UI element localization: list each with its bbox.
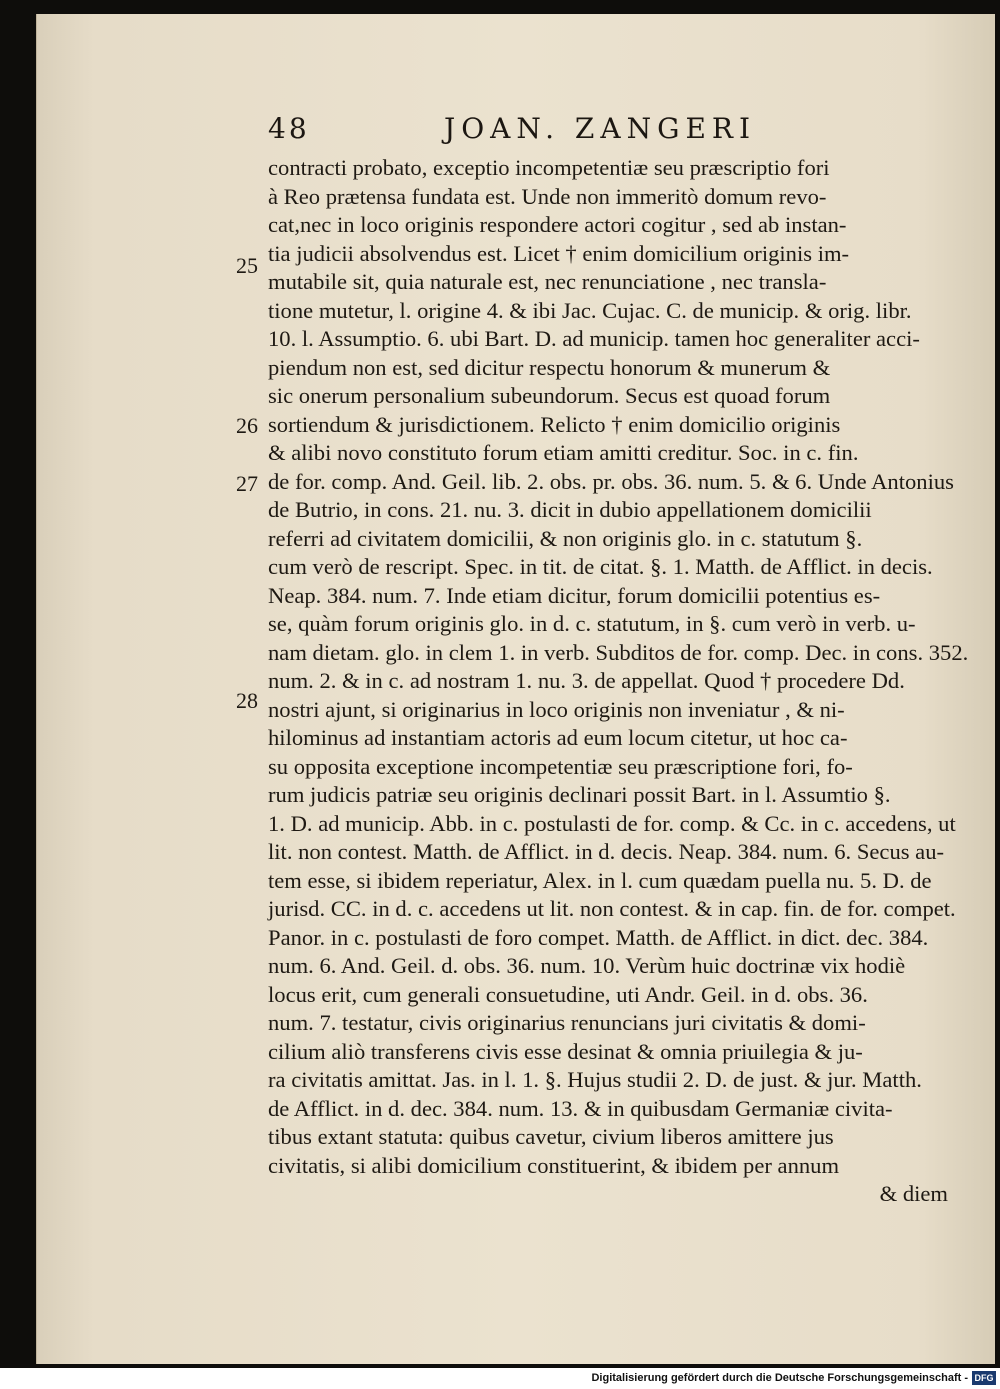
text-line: sic onerum personalium subeundorum. Secus est quoad forum	[268, 383, 831, 408]
margin-number: 26	[236, 413, 258, 438]
text-line: tem esse, si ibidem reperiatur, Alex. in l. cum quædam puella nu. 5. D. de	[268, 867, 932, 893]
text-line: hilominus ad instantiam actoris ad eum locum citetur, ut hoc ca-	[268, 725, 848, 750]
dfg-logo: DFG	[972, 1371, 996, 1385]
text-line: se, quàm forum originis glo. in d. c. statutum, in §. cum verò in verb. u-	[268, 611, 916, 636]
text-line: ra civitatis amittat. Jas. in l. 1. §. Hujus studii 2. D. de just. & jur. Matth.	[268, 1067, 922, 1092]
text-line: mutabile sit, quia naturale est, nec renunciatione , nec transla-	[268, 269, 827, 294]
text-line: Neap. 384. num. 7. Inde etiam dicitur, forum domicilii potentius es-	[268, 582, 881, 608]
text-line: tione mutetur, l. origine 4. & ibi Jac. Cujac. C. de municip. & orig. libr.	[268, 297, 912, 323]
funding-notice: Digitalisierung gefördert durch die Deutsche Forschungsgemeinschaft -	[591, 1372, 968, 1384]
footer-bar	[0, 1368, 1000, 1389]
text-line: cat,nec in loco originis respondere actori cogitur , sed ab instan-	[268, 212, 847, 237]
page-number: 48	[268, 112, 310, 145]
page-header	[268, 112, 968, 152]
text-line: su opposita exceptione incompetentiæ seu præscriptione fori, fo-	[268, 753, 853, 779]
text-line: rum judicis patriæ seu originis declinari possit Bart. in l. Assumtio §.	[268, 782, 891, 807]
text-line: piendum non est, sed dicitur respectu honorum & munerum &	[268, 354, 831, 380]
text-line: Panor. in c. postulasti de foro compet. Matth. de Afflict. in dict. dec. 384.	[268, 924, 929, 950]
running-title: JOAN. ZANGERI	[444, 112, 757, 145]
text-line: nam dietam. glo. in clem 1. in verb. Subditos de for. comp. Dec. in cons. 352.	[268, 639, 969, 665]
text-line: contracti probato, exceptio incompetentiæ seu præscriptio fori	[268, 155, 830, 180]
margin-number: 27	[236, 471, 258, 496]
text-line: cum verò de rescript. Spec. in tit. de citat. §. 1. Matth. de Afflict. in decis.	[268, 554, 933, 579]
text-line: jurisd. CC. in d. c. accedens ut lit. non contest. & in cap. fin. de for. compet.	[268, 896, 956, 921]
text-line: nostri ajunt, si originarius in loco originis non inveniatur , & ni-	[268, 696, 845, 722]
text-line: num. 6. And. Geil. d. obs. 36. num. 10. Verùm huic doctrinæ vix hodiè	[268, 953, 906, 978]
text-line: tia judicii absolvendus est. Licet † enim domicilium originis im-	[268, 240, 850, 266]
text-line: 10. l. Assumptio. 6. ubi Bart. D. ad municip. tamen hoc generaliter acci-	[268, 326, 920, 351]
text-line: cilium aliò transferens civis esse desinat & omnia priuilegia & ju-	[268, 1038, 863, 1064]
text-line: 1. D. ad municip. Abb. in c. postulasti de for. comp. & Cc. in c. accedens, ut	[268, 810, 956, 836]
text-line: sortiendum & jurisdictionem. Relicto † enim domicilio originis	[268, 411, 841, 437]
text-line: tibus extant statuta: quibus cavetur, civium liberos amittere jus	[268, 1124, 834, 1149]
text-line: de for. comp. And. Geil. lib. 2. obs. pr. obs. 36. num. 5. & 6. Unde Antonius	[268, 468, 954, 494]
text-line: referri ad civitatem domicilii, & non originis glo. in c. statutum §.	[268, 525, 863, 551]
text-line: de Butrio, in cons. 21. nu. 3. dicit in dubio appellationem domicilii	[268, 497, 872, 522]
margin-number: 25	[236, 253, 258, 278]
text-line: num. 2. & in c. ad nostram 1. nu. 3. de appellat. Quod † procedere Dd.	[268, 668, 905, 693]
body-text	[268, 154, 969, 1209]
text-line: de Afflict. in d. dec. 384. num. 13. & in quibusdam Germaniæ civita-	[268, 1095, 893, 1121]
text-line: lit. non contest. Matth. de Afflict. in d. decis. Neap. 384. num. 6. Secus au-	[268, 839, 945, 864]
margin-number: 28	[236, 688, 258, 713]
text-line: locus erit, cum generali consuetudine, uti Andr. Geil. in d. obs. 36.	[268, 981, 868, 1007]
text-line: civitatis, si alibi domicilium constituerint, & ibidem per annum	[268, 1152, 840, 1178]
catchword: & diem	[879, 1181, 948, 1206]
text-line: & alibi novo constituto forum etiam amitti creditur. Soc. in c. fin.	[268, 440, 859, 465]
text-line: à Reo prætensa fundata est. Unde non immeritò domum revo-	[268, 183, 827, 209]
text-line: num. 7. testatur, civis originarius renuncians juri civitatis & domi-	[268, 1010, 866, 1035]
